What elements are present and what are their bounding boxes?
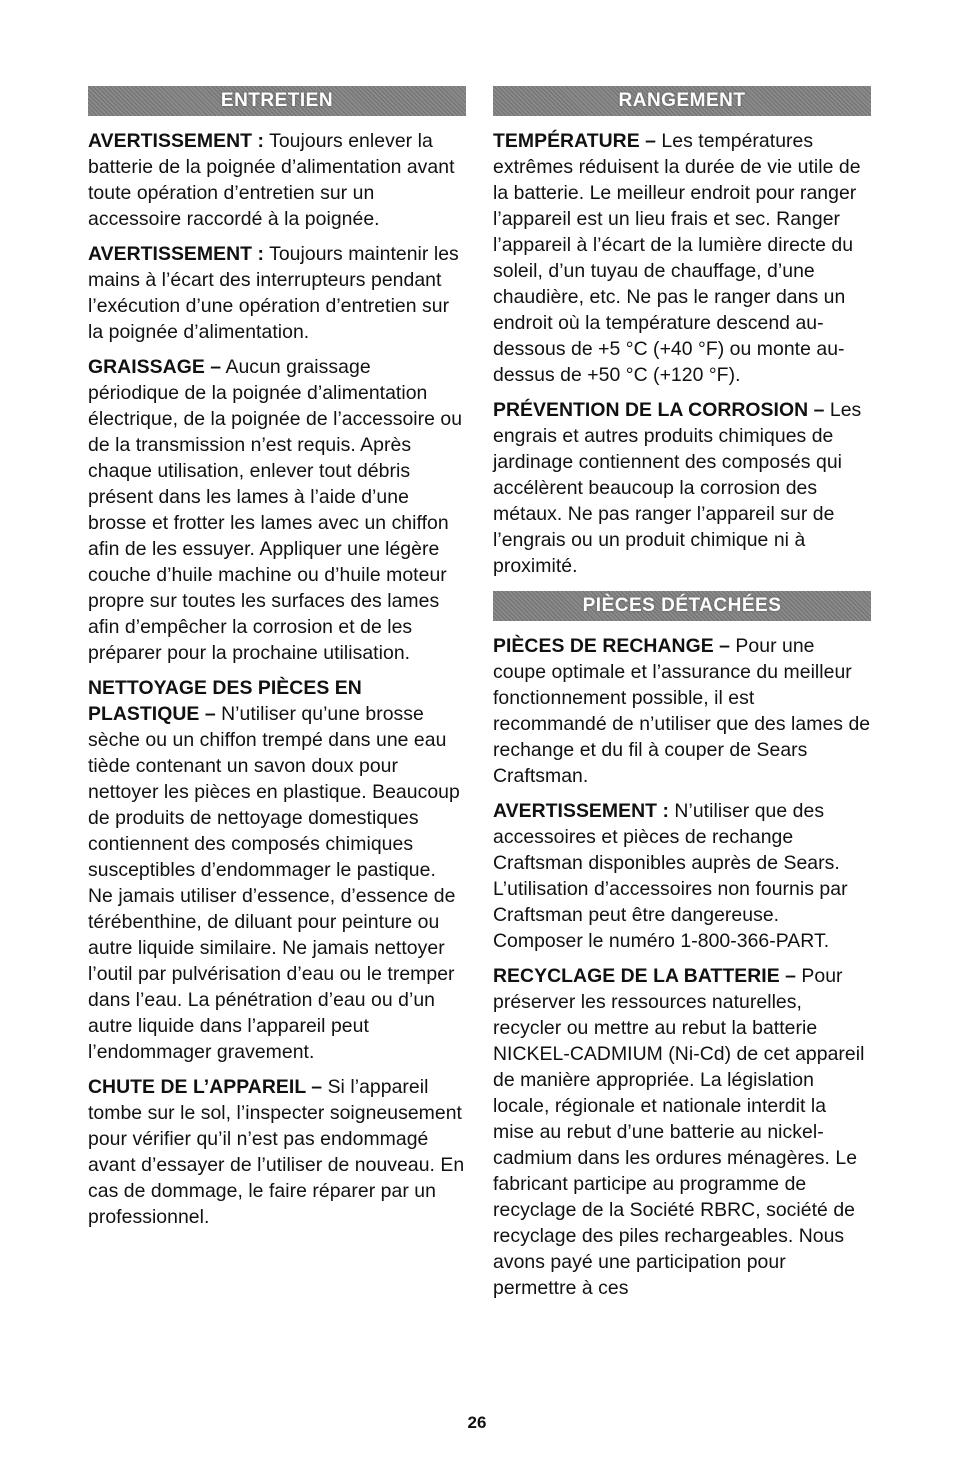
banner-label: ENTRETIEN	[220, 90, 334, 111]
paragraph-lead: AVERTISSEMENT :	[88, 130, 264, 152]
paragraph-nettoyage	[88, 675, 466, 1065]
paragraph-lead: CHUTE DE L’APPAREIL –	[88, 1076, 323, 1098]
paragraph-graissage	[88, 354, 466, 666]
paragraph-chute	[88, 1074, 466, 1230]
paragraph-lead: RECYCLAGE DE LA BATTERIE –	[493, 965, 796, 987]
paragraph-text: Aucun graissage périodique de la poignée d’alimentation électrique, de la poignée de l’accessoire ou de la transmission n’est requis. Après chaque utilisation, enlever tout débris présent dans les lames à l’aide d’une brosse et frotter les lames avec un chiffon afin de les essuyer. Appliquer une légère couche d’huile machine ou d’huile moteur propre sur toutes les surfaces des lames afin d’empêcher la corrosion et de les préparer pour la prochaine utilisation.	[88, 356, 463, 664]
banner-label: RANGEMENT	[618, 90, 746, 111]
right-column	[493, 86, 871, 1310]
paragraph-warning-hands	[88, 241, 466, 345]
paragraph-lead: AVERTISSEMENT :	[493, 800, 669, 822]
paragraph-lead: PIÈCES DE RECHANGE –	[493, 635, 730, 657]
section-banner-entretien	[88, 86, 466, 116]
paragraph-lead: AVERTISSEMENT :	[88, 243, 264, 265]
section-banner-rangement	[493, 86, 871, 116]
paragraph-pieces-rechange	[493, 633, 871, 789]
paragraph-text: Toujours enlever la batterie de la poignée d’alimentation avant toute opération d’entretien sur un accessoire raccordé à la poignée.	[88, 130, 455, 230]
paragraph-text: Pour une coupe optimale et l’assurance du meilleur fonctionnement possible, il est recommandé de n’utiliser que des lames de rechange et du fil à couper de Sears Craftsman.	[493, 635, 871, 787]
page-number: 26	[467, 1413, 487, 1432]
paragraph-warning-battery	[88, 128, 466, 232]
left-column	[88, 86, 466, 1239]
paragraph-warning-accessories	[493, 798, 871, 954]
paragraph-lead: TEMPÉRATURE –	[493, 130, 656, 152]
paragraph-text: Les engrais et autres produits chimiques de jardinage contiennent des composés qui accélèrent beaucoup la corrosion des métaux. Ne pas ranger l’appareil sur de l’engrais ou un produit chimique ni à proximité.	[493, 399, 862, 577]
paragraph-text: N’utiliser qu’une brosse sèche ou un chiffon trempé dans une eau tiède contenant un savon doux pour nettoyer les pièces en plastique. Beaucoup de produits de nettoyage domestiques contiennent des composés chimiques susceptibles d’endommager le pastique. Ne jamais utiliser d’essence, d’essence de térébenthine, de diluant pour peinture ou autre liquide similaire. Ne jamais nettoyer l’outil par pulvérisation d’eau ou le tremper dans l’eau. La pénétration d’eau ou d’un autre liquide dans l’appareil peut l’endommager gravement.	[88, 703, 460, 1063]
paragraph-text: Si l’appareil tombe sur le sol, l’inspecter soigneusement pour vérifier qu’il n’est pas endommagé avant d’essayer de l’utiliser de nouveau. En cas de dommage, le faire réparer par un professionnel.	[88, 1076, 465, 1228]
paragraph-temperature	[493, 128, 871, 388]
paragraph-text: N’utiliser que des accessoires et pièces de rechange Craftsman disponibles auprès de Sears. L’utilisation d’accessoires non fournis par Craftsman peut être dangereuse. Composer le numéro 1-800-366-PART.	[493, 800, 848, 952]
paragraph-corrosion	[493, 397, 871, 579]
paragraph-text: Toujours maintenir les mains à l’écart des interrupteurs pendant l’exécution d’une opération d’entretien sur la poignée d’alimentation.	[88, 243, 459, 343]
paragraph-lead: PRÉVENTION DE LA CORROSION –	[493, 399, 825, 421]
paragraph-text: Pour préserver les ressources naturelles, recycler ou mettre au rebut la batterie NICKEL-CADMIUM (Ni-Cd) de cet appareil de manière appropriée. La législation locale, régionale et nationale interdit la mise au rebut d’une batterie au nickel-cadmium dans les ordures ménagères. Le fabricant participe au programme de recyclage de la Société RBRC, société de recyclage des piles rechargeables. Nous avons payé une participation pour permettre à ces	[493, 965, 865, 1299]
paragraph-lead: GRAISSAGE –	[88, 356, 222, 378]
banner-label: PIÈCES DÉTACHÉES	[582, 595, 782, 616]
paragraph-text: Les températures extrêmes réduisent la durée de vie utile de la batterie. Le meilleur endroit pour ranger l’appareil est un lieu frais et sec. Ranger l’appareil à l’écart de la lumière directe du soleil, d’un tuyau de chauffage, d’une chaudière, etc. Ne pas le ranger dans un endroit où la température descend au-dessous de +5 °C (+40 °F) ou monte au-dessus de +50 °C (+120 °F).	[493, 130, 861, 386]
section-banner-pieces-detachees	[493, 591, 871, 621]
paragraph-recyclage	[493, 963, 871, 1301]
paragraph-lead: NETTOYAGE DES PIÈCES EN PLASTIQUE –	[88, 677, 362, 725]
